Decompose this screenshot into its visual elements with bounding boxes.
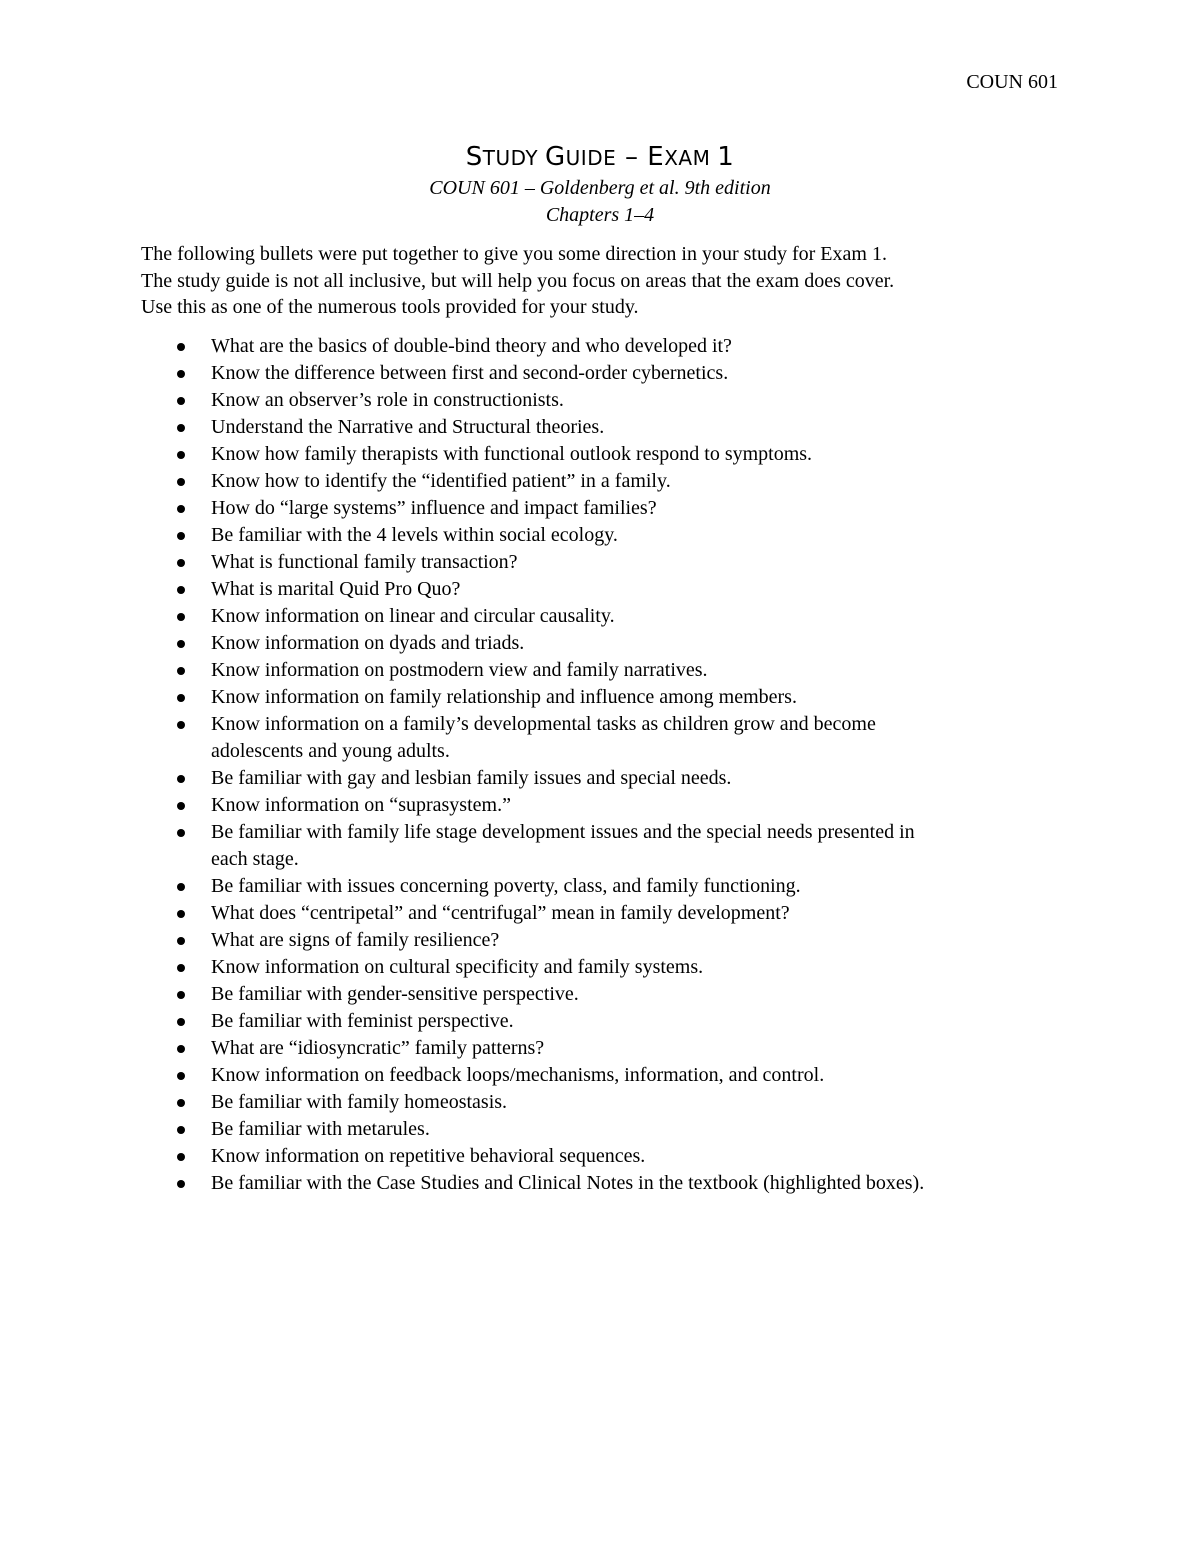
- bullet-item: [141, 1035, 1061, 1062]
- bullet-text: Understand the Narrative and Structural theories.: [211, 416, 605, 438]
- bullet-item: [141, 954, 1061, 981]
- bullet-dot-icon: [177, 1180, 185, 1188]
- intro-line: The study guide is not all inclusive, but will help you focus on areas that the exam does cover.: [141, 269, 895, 292]
- title-part: XAM: [664, 146, 718, 170]
- bullet-item: [141, 1116, 1061, 1143]
- bullet-item: [141, 819, 1061, 873]
- bullet-text: Know information on postmodern view and family narratives.: [211, 659, 708, 681]
- bullet-dot-icon: [177, 370, 185, 378]
- bullet-item: [141, 387, 1061, 414]
- course-subtitle: COUN 601 – Goldenberg et al. 9th edition: [429, 177, 771, 199]
- title-block: [0, 140, 1200, 229]
- bullet-dot-icon: [177, 991, 185, 999]
- bullet-text: Know how family therapists with functional outlook respond to symptoms.: [211, 443, 813, 465]
- bullet-text: Know information on dyads and triads.: [211, 632, 525, 654]
- bullet-dot-icon: [177, 640, 185, 648]
- bullet-text: adolescents and young adults.: [211, 740, 450, 762]
- bullet-item: [141, 1062, 1061, 1089]
- bullet-item: [141, 630, 1061, 657]
- bullet-dot-icon: [177, 343, 185, 351]
- bullet-item: [141, 441, 1061, 468]
- bullet-text: Know information on repetitive behavioral sequences.: [211, 1145, 646, 1167]
- title-part: 1: [717, 142, 735, 172]
- bullet-dot-icon: [177, 667, 185, 675]
- bullet-item: [141, 1170, 1061, 1197]
- bullet-item: [141, 360, 1061, 387]
- title-part: TUDY: [482, 146, 545, 170]
- bullet-dot-icon: [177, 1099, 185, 1107]
- bullet-text: What does “centripetal” and “centrifugal” mean in family development?: [211, 902, 790, 924]
- bullet-dot-icon: [177, 721, 185, 729]
- title-part: –: [616, 142, 648, 172]
- bullet-text: Know information on linear and circular causality.: [211, 605, 615, 627]
- bullet-dot-icon: [177, 964, 185, 972]
- bullet-text: Be familiar with feminist perspective.: [211, 1010, 514, 1032]
- bullet-dot-icon: [177, 1153, 185, 1161]
- bullet-dot-icon: [177, 829, 185, 837]
- intro-line: The following bullets were put together to give you some direction in your study for Exam 1.: [141, 243, 887, 265]
- bullet-text: Know information on a family’s developmental tasks as children grow and become: [211, 713, 876, 735]
- bullet-item: [141, 927, 1061, 954]
- bullet-item: [141, 792, 1061, 819]
- bullet-dot-icon: [177, 1072, 185, 1080]
- bullet-text: Know an observer’s role in constructionists.: [211, 389, 564, 411]
- bullet-item: [141, 414, 1061, 441]
- bullet-item: [141, 1143, 1061, 1170]
- bullet-item: [141, 468, 1061, 495]
- bullet-item: [141, 495, 1061, 522]
- bullet-text: Know information on feedback loops/mechanisms, information, and control.: [211, 1064, 825, 1086]
- bullet-dot-icon: [177, 478, 185, 486]
- bullet-text: Be familiar with gender-sensitive perspective.: [211, 983, 579, 1005]
- bullet-text: Be familiar with metarules.: [211, 1118, 430, 1140]
- document-title: [0, 140, 1200, 175]
- bullet-item: [141, 711, 1061, 765]
- bullet-text: Be familiar with the 4 levels within social ecology.: [211, 524, 618, 546]
- bullet-dot-icon: [177, 883, 185, 891]
- title-part: S: [465, 142, 483, 172]
- bullet-dot-icon: [177, 397, 185, 405]
- bullet-dot-icon: [177, 1045, 185, 1053]
- bullet-item: [141, 765, 1061, 792]
- intro-paragraph: [141, 241, 1061, 321]
- bullet-dot-icon: [177, 775, 185, 783]
- bullet-dot-icon: [177, 532, 185, 540]
- bullet-dot-icon: [177, 559, 185, 567]
- bullet-text: What are the basics of double-bind theory and who developed it?: [211, 335, 732, 357]
- bullet-item: [141, 684, 1061, 711]
- bullet-text: Be familiar with the Case Studies and Clinical Notes in the textbook (highlighted boxes).: [211, 1172, 925, 1194]
- bullet-text: How do “large systems” influence and impact families?: [211, 497, 657, 519]
- bullet-text: each stage.: [211, 848, 299, 870]
- bullet-dot-icon: [177, 910, 185, 918]
- bullet-dot-icon: [177, 424, 185, 432]
- bullet-item: [141, 1089, 1061, 1116]
- bullet-item: [141, 900, 1061, 927]
- bullet-text: Be familiar with family homeostasis.: [211, 1091, 508, 1113]
- bullet-text: Be familiar with family life stage development issues and the special needs presented in: [211, 821, 915, 843]
- bullet-dot-icon: [177, 505, 185, 513]
- bullet-text: What are “idiosyncratic” family patterns?: [211, 1037, 545, 1059]
- title-part: UIDE: [565, 146, 617, 170]
- bullet-text: Be familiar with issues concerning poverty, class, and family functioning.: [211, 875, 801, 897]
- bullet-dot-icon: [177, 937, 185, 945]
- bullet-item: [141, 603, 1061, 630]
- chapters-subtitle: Chapters 1–4: [545, 204, 655, 226]
- bullet-text: Know how to identify the “identified patient” in a family.: [211, 470, 671, 492]
- bullet-item: [141, 657, 1061, 684]
- bullet-dot-icon: [177, 586, 185, 594]
- bullet-text: What is functional family transaction?: [211, 551, 518, 573]
- bullet-text: What is marital Quid Pro Quo?: [211, 578, 461, 600]
- bullet-item: [141, 522, 1061, 549]
- bullet-dot-icon: [177, 613, 185, 621]
- bullet-text: Know information on family relationship and influence among members.: [211, 686, 797, 708]
- bullet-item: [141, 333, 1061, 360]
- bullet-text: Know the difference between first and second-order cybernetics.: [211, 362, 729, 384]
- intro-line: Use this as one of the numerous tools provided for your study.: [141, 296, 639, 318]
- bullet-dot-icon: [177, 1126, 185, 1134]
- bullet-dot-icon: [177, 451, 185, 459]
- bullet-text: Know information on cultural specificity and family systems.: [211, 956, 704, 978]
- bullet-dot-icon: [177, 694, 185, 702]
- bullet-item: [141, 1008, 1061, 1035]
- bullet-item: [141, 981, 1061, 1008]
- bullet-text: Be familiar with gay and lesbian family issues and special needs.: [211, 767, 732, 789]
- bullet-item: [141, 576, 1061, 603]
- bullet-item: [141, 873, 1061, 900]
- title-part: E: [647, 142, 665, 172]
- title-part: G: [545, 142, 566, 172]
- bullet-dot-icon: [177, 1018, 185, 1026]
- bullet-dot-icon: [177, 802, 185, 810]
- study-bullet-list: [141, 333, 1061, 1197]
- bullet-text: Know information on “suprasystem.”: [211, 794, 511, 816]
- bullet-item: [141, 549, 1061, 576]
- bullet-text: What are signs of family resilience?: [211, 929, 500, 951]
- running-header: COUN 601: [966, 71, 1058, 93]
